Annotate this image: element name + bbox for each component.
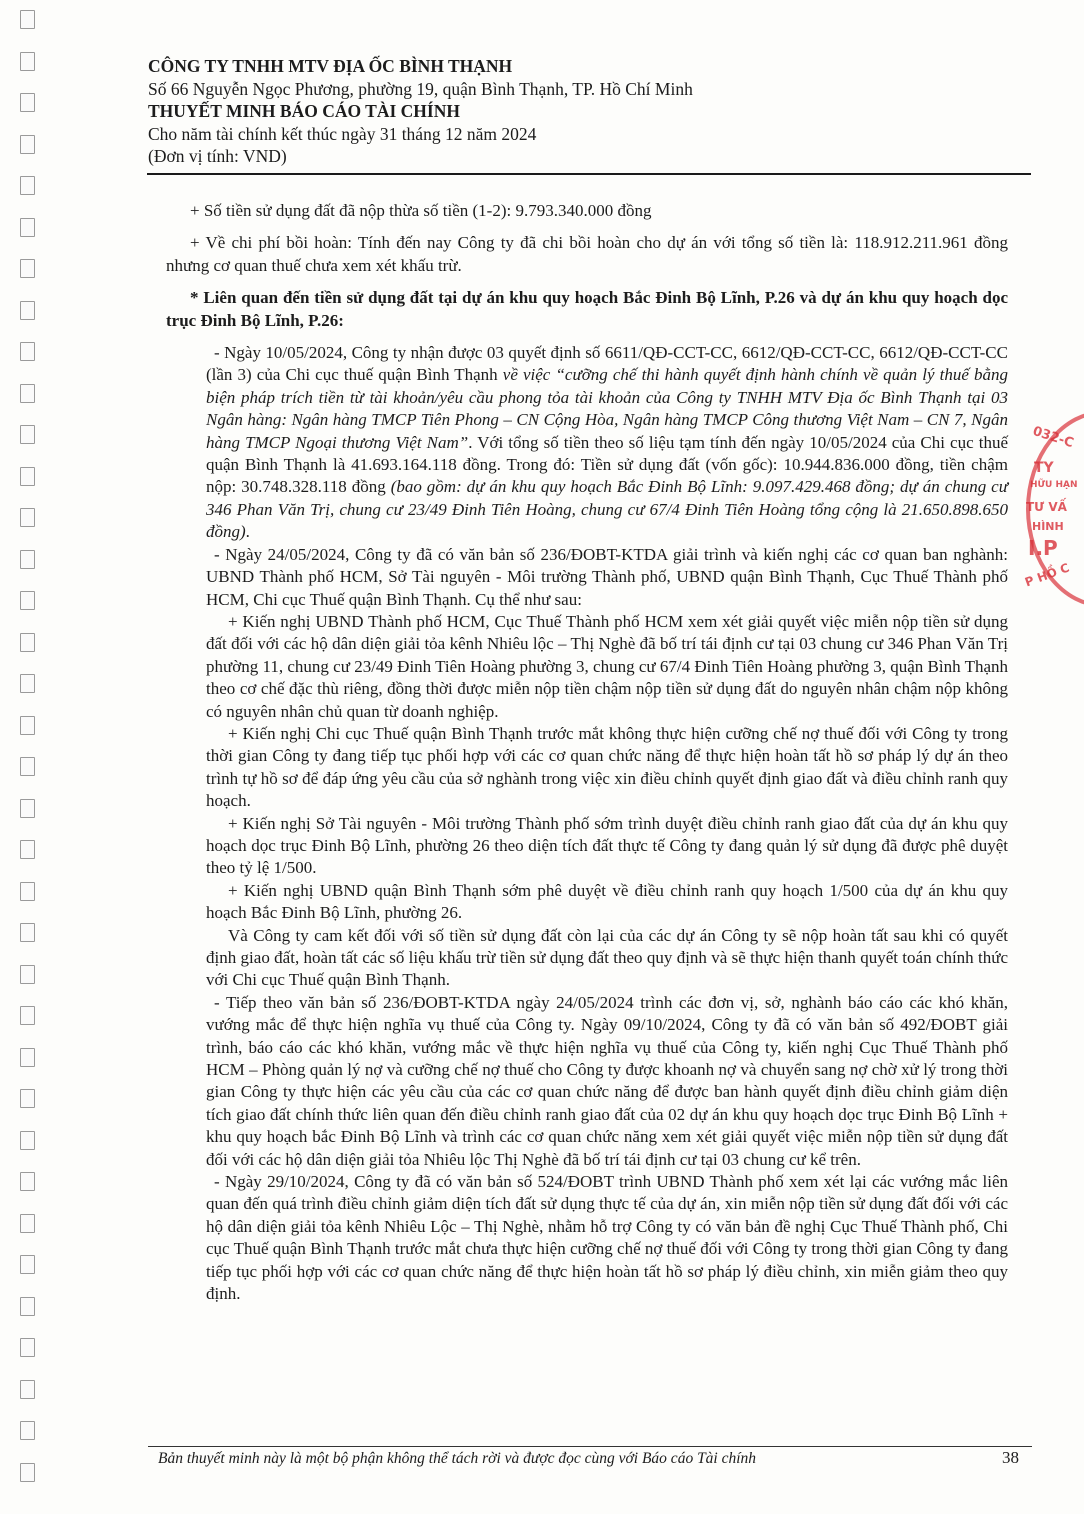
document-title: THUYẾT MINH BÁO CÁO TÀI CHÍNH <box>148 101 460 121</box>
company-seal <box>1018 408 1084 608</box>
enforcement-text-1: - Ngày 10/05/2024, Công ty nhận được 03 quyết định số 6611/QĐ-CCT-CC, 6612/QĐ-CCT-CC, 6612/QĐ-CCT-CC (lần 3) của Chi cục thuế quận Bình Thạnh <box>206 343 1008 385</box>
binder-hole <box>20 1048 35 1067</box>
binder-hole <box>20 757 35 776</box>
section-heading: * Liên quan đến tiền sử dụng đất tại dự án khu quy hoạch Bắc Đinh Bộ Lĩnh, P.26 và dự án khu quy hoạch dọc trục Đinh Bộ Lĩnh, P.26: <box>166 288 1008 330</box>
binder-hole <box>20 10 35 29</box>
binder-hole <box>20 1421 35 1440</box>
binder-hole <box>20 1214 35 1233</box>
seal-text-4: TƯ VẤ <box>1026 500 1067 514</box>
footer-rule <box>148 1446 1032 1447</box>
binder-hole <box>20 923 35 942</box>
header-rule <box>147 173 1031 175</box>
seal-text-5: HÌNH <box>1032 520 1064 533</box>
seal-text-7: P HỒ C <box>1022 560 1072 590</box>
binder-hole <box>20 591 35 610</box>
binder-holes <box>14 10 40 1490</box>
fiscal-period: Cho năm tài chính kết thúc ngày 31 tháng 12 năm 2024 <box>148 123 537 144</box>
binder-hole <box>20 1172 35 1191</box>
binder-hole <box>20 716 35 735</box>
company-name: CÔNG TY TNHH MTV ĐỊA ỐC BÌNH THẠNH <box>148 56 513 76</box>
paragraph-proposal-2: + Kiến nghị Chi cục Thuế quận Bình Thạnh trước mắt không thực hiện cưỡng chế nợ thuế đối với Công ty trong thời gian Công ty đang tiếp tục phối hợp với các cơ quan chức năng để thực hiện hoàn tất hồ sơ pháp lý dự án theo trình tự hồ sơ để đáp ứng yêu cầu của sở nghành trong việc xin điều chỉnh quyết định giao đất và điều chỉnh ranh quy hoạch. <box>206 723 1008 811</box>
document-body <box>166 200 1008 1306</box>
paragraph-overpaid: + Số tiền sử dụng đất đã nộp thừa số tiền (1-2): 9.793.340.000 đồng <box>190 201 652 220</box>
binder-hole <box>20 633 35 652</box>
enforcement-text-3: . <box>245 522 250 542</box>
company-address: Số 66 Nguyễn Ngọc Phương, phường 19, quận Bình Thạnh, TP. Hồ Chí Minh <box>148 78 693 99</box>
binder-hole <box>20 1089 35 1108</box>
binder-hole <box>20 508 35 527</box>
binder-hole <box>20 93 35 112</box>
seal-text-6: I.P <box>1028 536 1058 560</box>
seal-text-3: HỮU HẠN <box>1030 480 1078 490</box>
binder-hole <box>20 384 35 403</box>
paragraph-followup: - Tiếp theo văn bản số 236/ĐOBT-KTDA ngày 24/05/2024 trình các đơn vị, sở, nghành báo cáo các khó khăn, vướng mắc để thực hiện nghĩa vụ thuế của Công ty. Ngày 09/10/2024, Công ty đã có văn bản số 492/ĐOBT giải trình, báo cáo các khó khăn, vướng mắc về thực hiện nghĩa vụ thuế của Công ty, kiến nghị Cục Thuế Thành phố HCM – Phòng quản lý nợ và cưỡng chế nợ thuế cho Công ty được khoanh nợ và chuyển sang nợ chờ xử lý trong thời gian Công ty thực hiện các yêu cầu của các cơ quan chức năng để được ban hành quyết định điều chỉnh giảm diện tích giao đất chính thức liên quan đến điều chỉnh ranh giao đất của 02 dự án khu quy hoạch dọc trục Đinh Bộ Lĩnh + khu quy hoạch bắc Đinh Bộ Lĩnh và trình các cơ quan chức năng xem xét giải quyết việc miễn nộp tiền sử dụng đất đối với các hộ dân diện giải tỏa Nhiêu lộc Thị Nghè đã bố trí tái định cư tại 03 chung cư kể trên. <box>206 992 1008 1169</box>
binder-hole <box>20 425 35 444</box>
paragraph-compensation: + Về chi phí bồi hoàn: Tính đến nay Công ty đã chi bồi hoàn cho dự án với tổng số tiền là: 118.912.211.961 đồng nhưng cơ quan thuế chưa xem xét khấu trừ. <box>166 233 1008 275</box>
paragraph-enforcement <box>206 342 1008 544</box>
binder-hole <box>20 799 35 818</box>
binder-hole <box>20 1463 35 1482</box>
binder-hole <box>20 965 35 984</box>
enforcement-text-2: . Với tổng số tiền theo số liệu tạm tính đến ngày 10/05/2024 của Chi cục thuế quận Bình Thạnh là 41.693.164.118 đồng. Trong đó: Tiền sử dụng đất (vốn gốc): 10.944.836.000 đồng, tiền chậm nộp: 30.748.328.118 đồng <box>206 432 1008 497</box>
page-number: 38 <box>1002 1448 1019 1467</box>
binder-hole <box>20 674 35 693</box>
paragraph-explanation: - Ngày 24/05/2024, Công ty đã có văn bản số 236/ĐOBT-KTDA giải trình và kiến nghị các cơ quan ban nghành: UBND Thành phố HCM, Sở Tài nguyên - Môi trường Thành phố, UBND quận Bình Thạnh, Cục Thuế Thành phố HCM, Chi cục Thuế quận Bình Thạnh. Cụ thể như sau: <box>206 544 1008 609</box>
paragraph-commitment: Và Công ty cam kết đối với số tiền sử dụng đất còn lại của các dự án Công ty sẽ nộp hoàn tất sau khi có quyết định giao đất, hoàn tất các số liệu khấu trừ tiền sử dụng đất theo quy định và sẽ thực hiện thanh quyết toán chính thức với Chi cục Thuế quận Bình Thạnh. <box>206 925 1008 990</box>
binder-hole <box>20 1380 35 1399</box>
paragraph-submission: - Ngày 29/10/2024, Công ty đã có văn bản số 524/ĐOBT trình UBND Thành phố xem xét lại các vướng mắc liên quan đến quá trình điều chỉnh giảm diện tích đất sử dụng thực tế của dự án, xin miễn nộp tiền sử dụng đất đối với các hộ dân diện giải tỏa kênh Nhiêu Lộc – Thị Nghè, nhằm hỗ trợ Công ty có văn bản đề nghị Cục Thuế Thành phố, Chi cục Thuế quận Bình Thạnh trước mắt chưa thực hiện cưỡng chế nợ thuế đối với Công ty trong thời gian Công ty đang tiếp tục phối hợp với các cơ quan chức năng để thực hiện hoàn tất hồ sơ pháp lý điều chỉnh, xin miễn giảm theo quy định. <box>206 1172 1008 1304</box>
binder-hole <box>20 550 35 569</box>
paragraph-proposal-3: + Kiến nghị Sở Tài nguyên - Môi trường Thành phố sớm trình duyệt điều chỉnh ranh giao đất của dự án khu quy hoạch dọc trục Đinh Bộ Lĩnh, phường 26 theo diện tích đất thực tế Công ty đang quản lý sử dụng đã được phê duyệt theo tỷ lệ 1/500. <box>206 813 1008 878</box>
binder-hole <box>20 135 35 154</box>
currency-unit: (Đơn vị tính: VND) <box>148 146 287 166</box>
footer-note: Bản thuyết minh này là một bộ phận không thể tách rời và được đọc cùng với Báo cáo Tài chính <box>158 1450 757 1467</box>
indented-block <box>166 342 1008 1305</box>
binder-hole <box>20 301 35 320</box>
seal-text-1: 032-C <box>1030 423 1076 452</box>
seal-text-2: TY <box>1034 460 1054 476</box>
paragraph-proposal-1: + Kiến nghị UBND Thành phố HCM, Cục Thuế Thành phố HCM xem xét giải quyết việc miễn nộp tiền sử dụng đất đối với các hộ dân diện giải tỏa kênh Nhiêu lộc – Thị Nghè đã bố trí tái định cư tại 03 chung cư 346 Phan Văn Trị phường 11, chung cư 23/49 Đinh Tiên Hoàng phường 3, chung cư 67/4 Đinh Tiên Hoàng phường 3, quận Bình Thạnh theo cơ chế đặc thù riêng, đồng thời được miễn nộp tiền chậm nộp tiền sử dụng đất do nguyên nhân chậm nộp không có nguyên nhân chủ quan từ doanh nghiệp. <box>206 611 1008 721</box>
document-header <box>148 55 1028 168</box>
binder-hole <box>20 1255 35 1274</box>
binder-hole <box>20 1131 35 1150</box>
paragraph-proposal-4: + Kiến nghị UBND quận Bình Thạnh sớm phê duyệt về điều chỉnh ranh quy hoạch 1/500 của dự án khu quy hoạch Bắc Đinh Bộ Lĩnh, phường 26. <box>206 880 1008 923</box>
binder-hole <box>20 882 35 901</box>
binder-hole <box>20 259 35 278</box>
binder-hole <box>20 218 35 237</box>
enforcement-breakdown: (bao gồm: dự án khu quy hoạch Bắc Đinh Bộ Lĩnh: 9.097.429.468 đồng; dự án chung cư 346 Phan Văn Trị, chung cư 23/49 Đinh Tiên Hoàng, chung cư 67/4 Đinh Tiên Hoàng tổng cộng là 21.650.898.650 đồng) <box>206 477 1008 542</box>
binder-hole <box>20 1006 35 1025</box>
binder-hole <box>20 1338 35 1357</box>
binder-hole <box>20 467 35 486</box>
enforcement-subject: về việc “cưỡng chế thi hành quyết định hành chính về quản lý thuế bằng biện pháp trích tiền từ tài khoản/yêu cầu phong tỏa tài khoản của Công ty TNHH MTV Địa ốc Bình Thạnh tại 03 Ngân hàng: Ngân hàng TMCP Tiên Phong – CN Cộng Hòa, Ngân hàng TMCP Công thương Việt Nam – CN 7, Ngân hàng TMCP Ngoại thương Việt Nam” <box>206 365 1009 452</box>
binder-hole <box>20 52 35 71</box>
binder-hole <box>20 342 35 361</box>
binder-hole <box>20 176 35 195</box>
binder-hole <box>20 1297 35 1316</box>
binder-hole <box>20 840 35 859</box>
